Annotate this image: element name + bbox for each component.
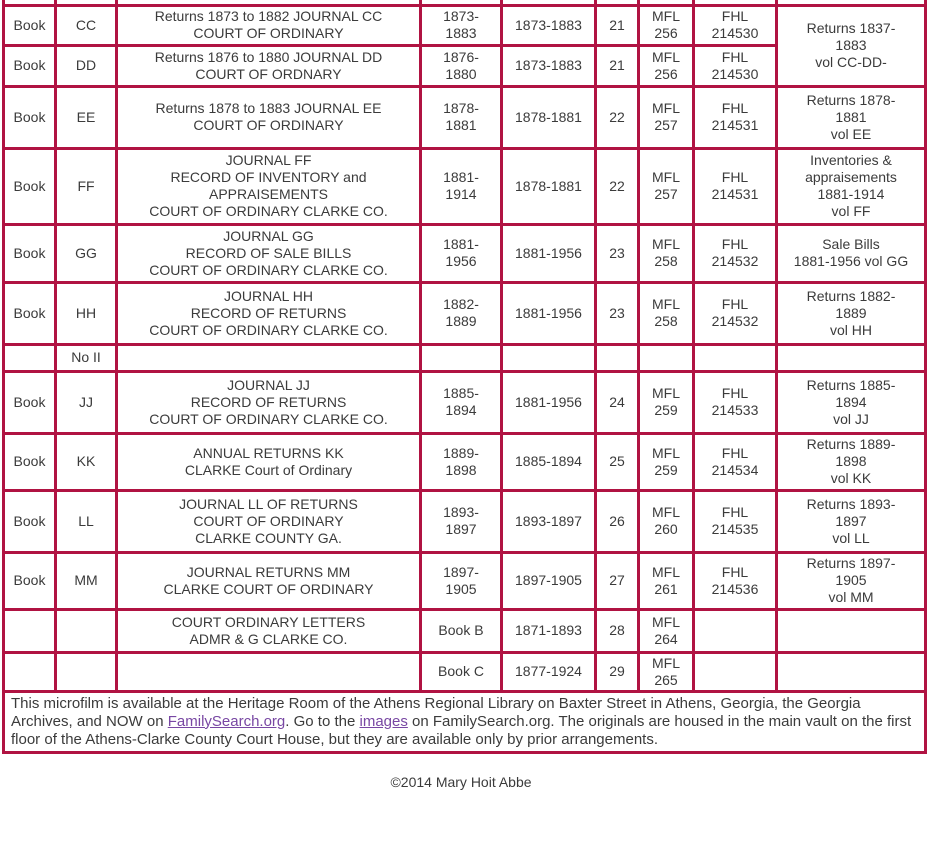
cell-fhl-number: [694, 344, 777, 371]
cell-item-number: 22: [596, 148, 639, 224]
cell-item-number: [596, 344, 639, 371]
cell-item-number: 28: [596, 609, 639, 652]
index-rows: [4, 0, 926, 691]
cell-description: Returns 1878 to 1883 JOURNAL EE COURT OF ORDINARY: [117, 86, 421, 148]
row-no-ii: [4, 344, 926, 371]
cell-item-number: 24: [596, 371, 639, 433]
cell-volume-letter: [56, 652, 117, 691]
copyright-footer: ©2014 Mary Hoit Abbe: [390, 773, 532, 790]
cell-mfl-number: MFL 256: [639, 45, 694, 86]
cell-fhl-number: FHL 214534: [694, 433, 777, 490]
cell-mfl-number: MFL 257: [639, 86, 694, 148]
cell-item-number: 22: [596, 86, 639, 148]
cell-volume-letter: GG: [56, 224, 117, 282]
cell-date-range: Book B: [421, 609, 502, 652]
cell-notes: [777, 652, 926, 691]
cell-mfl-number: MFL 260: [639, 490, 694, 552]
cell-description: [117, 652, 421, 691]
cell-mfl-number: MFL 264: [639, 609, 694, 652]
cell-date-range: 1882- 1889: [421, 282, 502, 344]
note-text-1: This microfilm is available at the Heritage Room of the Athens Regional Library on Baxter Street in Athens, Georgia, the Georgia Archives, and NOW on: [11, 694, 861, 730]
cell-date-range-alt: 1878-1881: [502, 148, 596, 224]
cell-description: JOURNAL HH RECORD OF RETURNS COURT OF ORDINARY CLARKE CO.: [117, 282, 421, 344]
cell-fhl-number: FHL 214532: [694, 224, 777, 282]
cell-volume-letter: HH: [56, 282, 117, 344]
cell-book-type: Book: [4, 5, 56, 45]
cell-notes: Returns 1878- 1881 vol EE: [777, 86, 926, 148]
cell-date-range-alt: 1897-1905: [502, 552, 596, 609]
row-book-ee: [4, 86, 926, 148]
cell-volume-letter: EE: [56, 86, 117, 148]
row-book-c: [4, 652, 926, 691]
cell-mfl-number: MFL 261: [639, 552, 694, 609]
cell-volume-letter: No II: [56, 344, 117, 371]
cell-notes: Returns 1837- 1883 vol CC-DD-: [777, 5, 926, 86]
cell-date-range: [421, 344, 502, 371]
cell-book-type: [4, 652, 56, 691]
cell-fhl-number: FHL 214532: [694, 282, 777, 344]
cell-item-number: 21: [596, 5, 639, 45]
cell-notes: Inventories & appraisements 1881-1914 vol FF: [777, 148, 926, 224]
cell-notes: Returns 1882- 1889 vol HH: [777, 282, 926, 344]
cell-fhl-number: FHL 214533: [694, 371, 777, 433]
cell-date-range: 1873- 1883: [421, 5, 502, 45]
cell-date-range: 1881- 1914: [421, 148, 502, 224]
cell-book-type: [4, 609, 56, 652]
cell-mfl-number: [639, 344, 694, 371]
cell-volume-letter: JJ: [56, 371, 117, 433]
availability-note: [4, 691, 926, 752]
cell-date-range-alt: 1873-1883: [502, 5, 596, 45]
cell-book-type: Book: [4, 282, 56, 344]
cell-book-type: Book: [4, 45, 56, 86]
cell-date-range: Book C: [421, 652, 502, 691]
cell-date-range-alt: 1873-1883: [502, 45, 596, 86]
row-book-cc: [4, 5, 926, 45]
cell-mfl-number: MFL 256: [639, 5, 694, 45]
cell-fhl-number: FHL 214531: [694, 86, 777, 148]
row-court-letters-book-b: [4, 609, 926, 652]
row-book-kk: [4, 433, 926, 490]
cell-fhl-number: FHL 214536: [694, 552, 777, 609]
cell-fhl-number: FHL 214530: [694, 5, 777, 45]
cell-notes: Returns 1893- 1897 vol LL: [777, 490, 926, 552]
cell-mfl-number: MFL 259: [639, 433, 694, 490]
cell-date-range: 1881- 1956: [421, 224, 502, 282]
cell-item-number: 23: [596, 282, 639, 344]
note-section: [4, 691, 926, 752]
cell-volume-letter: FF: [56, 148, 117, 224]
availability-note-row: [4, 691, 926, 752]
cell-mfl-number: MFL 258: [639, 282, 694, 344]
row-book-ff: [4, 148, 926, 224]
cell-date-range-alt: 1877-1924: [502, 652, 596, 691]
microfilm-index-table: [2, 0, 927, 754]
cell-book-type: Book: [4, 148, 56, 224]
cell-item-number: 21: [596, 45, 639, 86]
cell-description: Returns 1876 to 1880 JOURNAL DD COURT OF ORDNARY: [117, 45, 421, 86]
row-book-gg: [4, 224, 926, 282]
cell-date-range-alt: 1885-1894: [502, 433, 596, 490]
cell-description: JOURNAL FF RECORD OF INVENTORY and APPRAISEMENTS COURT OF ORDINARY CLARKE CO.: [117, 148, 421, 224]
cell-description: [117, 344, 421, 371]
cell-book-type: Book: [4, 371, 56, 433]
cell-volume-letter: KK: [56, 433, 117, 490]
row-book-mm: [4, 552, 926, 609]
cell-volume-letter: CC: [56, 5, 117, 45]
cell-date-range-alt: 1881-1956: [502, 282, 596, 344]
cell-fhl-number: [694, 609, 777, 652]
cell-date-range: 1897- 1905: [421, 552, 502, 609]
cell-book-type: Book: [4, 552, 56, 609]
cell-date-range-alt: [502, 344, 596, 371]
cell-description: JOURNAL GG RECORD OF SALE BILLS COURT OF ORDINARY CLARKE CO.: [117, 224, 421, 282]
cell-notes: Sale Bills 1881-1956 vol GG: [777, 224, 926, 282]
cell-item-number: 26: [596, 490, 639, 552]
note-text-2: . Go to the: [285, 712, 360, 730]
cell-notes: Returns 1885- 1894 vol JJ: [777, 371, 926, 433]
cell-notes: [777, 609, 926, 652]
cell-date-range-alt: 1881-1956: [502, 224, 596, 282]
cell-date-range: 1876- 1880: [421, 45, 502, 86]
cell-date-range: 1889- 1898: [421, 433, 502, 490]
images-link[interactable]: images: [359, 712, 408, 730]
cell-volume-letter: [56, 609, 117, 652]
cell-mfl-number: MFL 265: [639, 652, 694, 691]
cell-notes: [777, 344, 926, 371]
cell-description: ANNUAL RETURNS KK CLARKE Court of Ordinary: [117, 433, 421, 490]
cell-date-range-alt: 1893-1897: [502, 490, 596, 552]
row-book-ll: [4, 490, 926, 552]
cell-fhl-number: FHL 214530: [694, 45, 777, 86]
cell-description: JOURNAL JJ RECORD OF RETURNS COURT OF ORDINARY CLARKE CO.: [117, 371, 421, 433]
cell-date-range: 1885- 1894: [421, 371, 502, 433]
cell-volume-letter: MM: [56, 552, 117, 609]
cell-item-number: 25: [596, 433, 639, 490]
row-book-jj: [4, 371, 926, 433]
cell-item-number: 23: [596, 224, 639, 282]
cell-book-type: Book: [4, 86, 56, 148]
cell-fhl-number: [694, 652, 777, 691]
cell-date-range: 1878- 1881: [421, 86, 502, 148]
cell-description: JOURNAL RETURNS MM CLARKE COURT OF ORDINARY: [117, 552, 421, 609]
cell-mfl-number: MFL 258: [639, 224, 694, 282]
cell-notes: Returns 1889- 1898 vol KK: [777, 433, 926, 490]
cell-description: COURT ORDINARY LETTERS ADMR & G CLARKE CO.: [117, 609, 421, 652]
cell-book-type: Book: [4, 433, 56, 490]
cell-date-range-alt: 1871-1893: [502, 609, 596, 652]
cell-mfl-number: MFL 257: [639, 148, 694, 224]
note-text-3: on FamilySearch.org. The originals are housed in the main vault on the first floor of the Athens-Clarke County Court House, but they are available only by prior arrangements.: [11, 712, 912, 748]
cell-date-range: 1893- 1897: [421, 490, 502, 552]
cell-volume-letter: DD: [56, 45, 117, 86]
cell-fhl-number: FHL 214535: [694, 490, 777, 552]
cell-mfl-number: MFL 259: [639, 371, 694, 433]
cell-volume-letter: LL: [56, 490, 117, 552]
cell-date-range-alt: 1878-1881: [502, 86, 596, 148]
cell-book-type: [4, 344, 56, 371]
cell-item-number: 27: [596, 552, 639, 609]
cell-item-number: 29: [596, 652, 639, 691]
cell-date-range-alt: 1881-1956: [502, 371, 596, 433]
familysearch-link[interactable]: FamilySearch.org: [167, 712, 286, 730]
row-book-hh: [4, 282, 926, 344]
cell-description: Returns 1873 to 1882 JOURNAL CC COURT OF ORDINARY: [117, 5, 421, 45]
cell-notes: Returns 1897- 1905 vol MM: [777, 552, 926, 609]
cell-description: JOURNAL LL OF RETURNS COURT OF ORDINARY CLARKE COUNTY GA.: [117, 490, 421, 552]
cell-book-type: Book: [4, 224, 56, 282]
cell-fhl-number: FHL 214531: [694, 148, 777, 224]
cell-book-type: Book: [4, 490, 56, 552]
